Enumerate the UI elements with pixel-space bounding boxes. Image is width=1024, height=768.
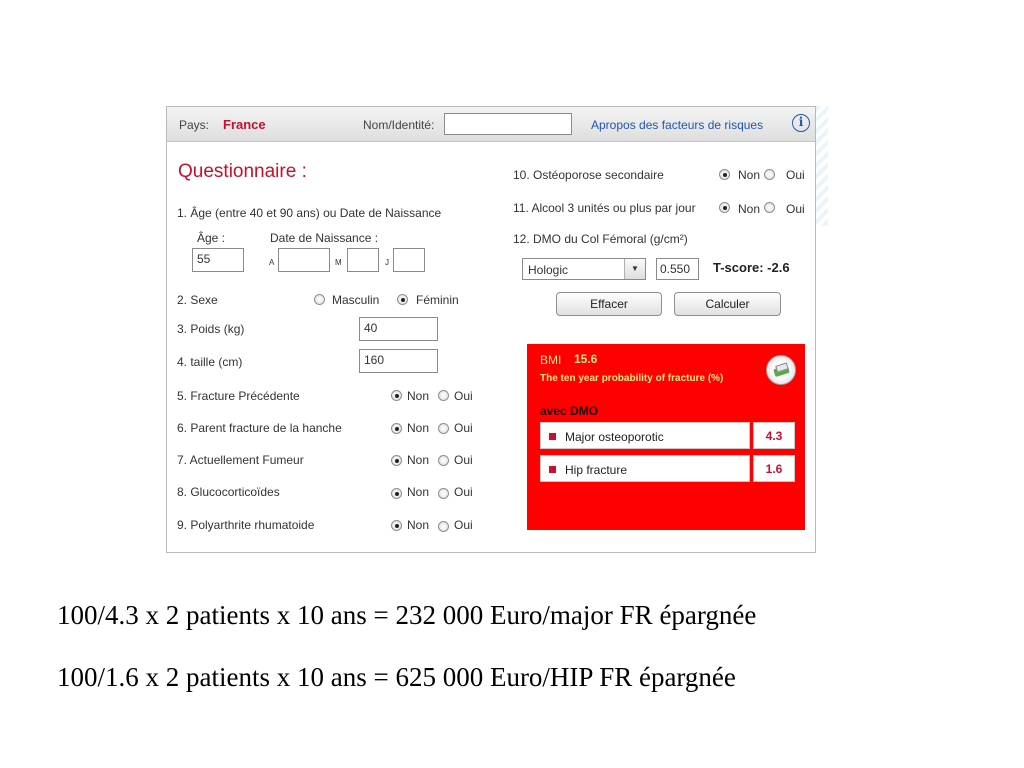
result-row-label: Hip fracture	[565, 463, 628, 477]
q11-no-radio[interactable]	[719, 202, 730, 213]
q9-no-radio[interactable]	[391, 520, 402, 531]
q8-no-radio[interactable]	[391, 488, 402, 499]
q6-yes-radio[interactable]	[438, 423, 449, 434]
q3-label: 3. Poids (kg)	[177, 322, 245, 336]
height-input[interactable]: 160	[359, 349, 438, 373]
result-row-hip	[540, 455, 750, 482]
q7-no-radio[interactable]	[391, 455, 402, 466]
birth-month-input[interactable]	[347, 248, 379, 272]
q10-yes-label: Oui	[786, 168, 805, 182]
nom-identite-input[interactable]	[444, 113, 572, 135]
bmi-value: 15.6	[574, 352, 598, 366]
q10-yes-radio[interactable]	[764, 169, 775, 180]
q11-yes-label: Oui	[786, 202, 805, 216]
q10-label: 10. Ostéoporose secondaire	[513, 168, 664, 182]
result-value-hip: 1.6	[753, 455, 795, 482]
decorative-stripes	[816, 106, 828, 226]
q11-yes-radio[interactable]	[764, 202, 775, 213]
q9-yes-label: Oui	[454, 518, 473, 532]
apropos-facteurs-link[interactable]: Apropos des facteurs de risques	[591, 118, 764, 132]
weight-input[interactable]: 40	[359, 317, 438, 341]
birth-day-input[interactable]	[393, 248, 425, 272]
nom-identite-label: Nom/Identité:	[363, 118, 435, 132]
print-icon[interactable]	[766, 355, 796, 385]
dxa-device-value: Hologic	[528, 263, 569, 277]
q5-yes-label: Oui	[454, 389, 473, 403]
bmd-input[interactable]: 0.550	[656, 258, 699, 280]
clear-button[interactable]: Effacer	[556, 292, 662, 316]
formula-line-hip: 100/1.6 x 2 patients x 10 ans = 625 000 Euro/HIP FR épargnée	[57, 662, 736, 692]
q5-label: 5. Fracture Précédente	[177, 389, 300, 403]
q8-yes-radio[interactable]	[438, 488, 449, 499]
q10-no-radio[interactable]	[719, 169, 730, 180]
q4-label: 4. taille (cm)	[177, 355, 243, 369]
bmi-label: BMI	[540, 353, 562, 367]
q6-label: 6. Parent fracture de la hanche	[177, 421, 342, 435]
q8-yes-label: Oui	[454, 485, 473, 499]
q6-no-radio[interactable]	[391, 423, 402, 434]
pays-value[interactable]: France	[223, 117, 266, 132]
sex-female-radio[interactable]	[397, 294, 408, 305]
result-row-label: Major osteoporotic	[565, 430, 664, 444]
dob-label: Date de Naissance :	[270, 231, 379, 245]
q7-yes-label: Oui	[454, 453, 473, 467]
q5-no-radio[interactable]	[391, 390, 402, 401]
questionnaire-title: Questionnaire :	[178, 161, 307, 182]
q8-label: 8. Glucocorticoïdes	[177, 485, 280, 499]
q1-label: 1. Âge (entre 40 et 90 ans) ou Date de Naissance	[177, 206, 442, 220]
bullet-square-icon	[549, 433, 556, 440]
q9-yes-radio[interactable]	[438, 521, 449, 532]
formula-line-major: 100/4.3 x 2 patients x 10 ans = 232 000 Euro/major FR épargnée	[57, 600, 757, 630]
q9-no-label: Non	[407, 518, 430, 532]
ten-year-title: The ten year probability of fracture (%)	[540, 373, 724, 384]
result-value-major: 4.3	[753, 422, 795, 449]
q5-yes-radio[interactable]	[438, 390, 449, 401]
sex-male-radio[interactable]	[314, 294, 325, 305]
top-bar	[167, 107, 815, 142]
q6-no-label: Non	[407, 421, 430, 435]
q7-no-label: Non	[407, 453, 430, 467]
calculate-button[interactable]: Calculer	[674, 292, 781, 316]
q7-label: 7. Actuellement Fumeur	[177, 453, 304, 467]
chevron-down-icon: ▼	[624, 259, 645, 279]
age-label: Âge :	[197, 231, 226, 245]
birth-year-input[interactable]	[278, 248, 330, 272]
q7-yes-radio[interactable]	[438, 455, 449, 466]
age-input[interactable]: 55	[192, 248, 244, 272]
day-label: J	[385, 258, 389, 267]
q6-yes-label: Oui	[454, 421, 473, 435]
q8-no-label: Non	[407, 485, 430, 499]
sex-female-label: Féminin	[416, 293, 459, 307]
pays-label: Pays:	[179, 118, 210, 132]
tscore-value: T-score: -2.6	[713, 260, 790, 275]
q12-label: 12. DMO du Col Fémoral (g/cm²)	[513, 232, 688, 246]
dxa-device-select[interactable]	[522, 258, 646, 280]
info-icon[interactable]: i	[792, 114, 810, 132]
month-label: M	[335, 258, 342, 267]
year-label: A	[269, 258, 275, 267]
q9-label: 9. Polyarthrite rhumatoide	[177, 518, 315, 532]
q2-label: 2. Sexe	[177, 293, 218, 307]
q11-label: 11. Alcool 3 unités ou plus par jour	[513, 201, 696, 215]
q10-no-label: Non	[738, 168, 761, 182]
sex-male-label: Masculin	[332, 293, 380, 307]
result-row-major	[540, 422, 750, 449]
avec-dmo-label: avec DMO	[540, 404, 599, 418]
result-panel	[527, 344, 805, 530]
frax-calculator-panel	[166, 106, 816, 553]
q11-no-label: Non	[738, 202, 761, 216]
q5-no-label: Non	[407, 389, 430, 403]
bullet-square-icon	[549, 466, 556, 473]
